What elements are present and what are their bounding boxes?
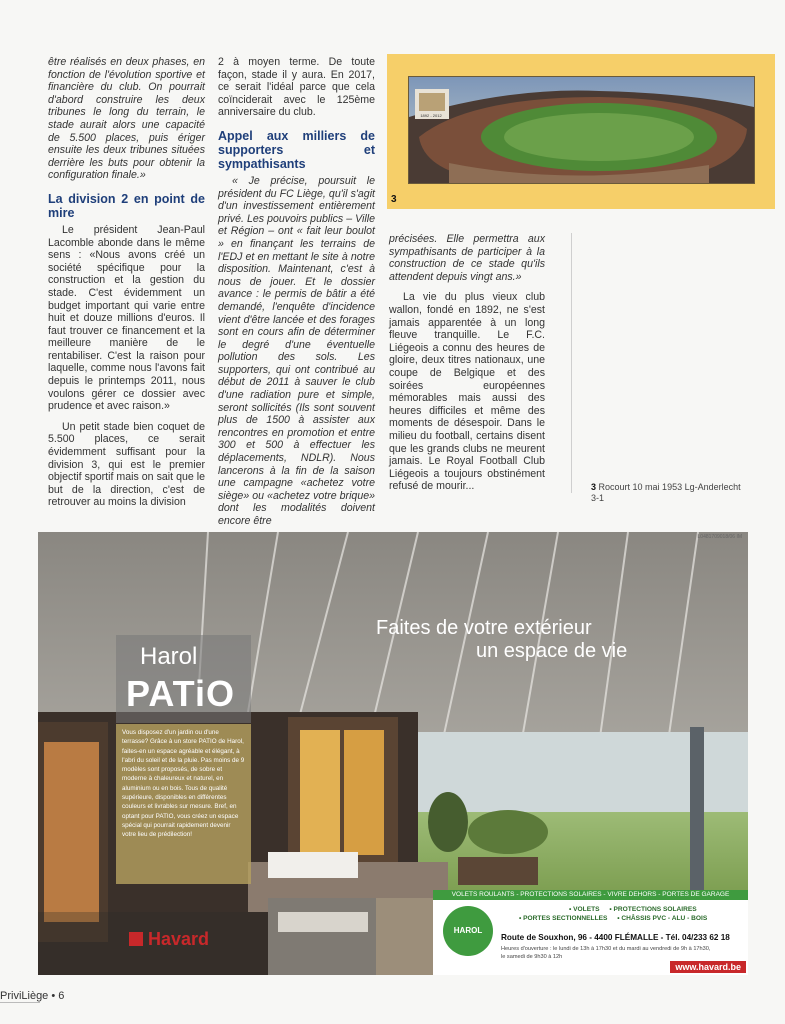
section-heading-appel: Appel aux milliers de supporters et sympathisants	[218, 128, 375, 171]
service-item: • PROTECTIONS SOLAIRES	[609, 906, 697, 913]
caption-text: Rocourt 10 mai 1953 Lg-Anderlecht 3-1	[591, 482, 741, 503]
col2-intro: 2 à moyen terme. De toute façon, stade il y aura. En 2017, ce serait l'idéal parce que cela coïnciderait avec le 125ème anniversaire du club.	[218, 56, 375, 119]
section-heading-division2: La division 2 en point de mire	[48, 191, 205, 220]
col1-para2: Un petit stade bien coquet de 5.500 places, ce serait évidemment suffisant pour la division 3, qui est le premier objectif sportif mais on sait que le but de la direction, c'est de retrouver au moins la division	[48, 420, 205, 509]
ad-blurb: Vous disposez d'un jardin ou d'une terrasse? Grâce à un store PATIO de Harol, faites-en un espace agréable et élégant, à l'abri du soleil et de la pluie. Pas moins de 9 modèles sont proposés, de sobre et moderne à chaleureux et naturel, en aluminium ou en bois. Tous de qualité supérieure, disponibles en différentes couleurs et livrables sur mesure. Bref, en optant pour PATIO, vous créez un espace spécial qui pourrait rapidement devenir votre lieu de prédilection!	[116, 724, 251, 884]
publication-name: PriviLiège	[0, 990, 49, 1002]
column-divider	[571, 233, 572, 493]
photo-number: 3	[391, 194, 397, 205]
havard-logo-icon	[129, 932, 143, 946]
photo-frame	[387, 54, 775, 209]
col1-intro: être réalisés en deux phases, en fonction de l'évolution sportive et financière du club. On pourrait d'abord construire les deux tribunes le long du terrain, le stade aurait alors une capacité de 5.500 places, puis ériger ensuite les deux tribunes situées derrière les buts pour obtenir la configuration finale.»	[48, 56, 205, 182]
caption-number: 3	[591, 482, 597, 492]
services-bar: VOLETS ROULANTS - PROTECTIONS SOLAIRES - VIVRE DEHORS - PORTES DE GARAGE	[433, 890, 748, 900]
headline-line-2: un espace de vie	[476, 640, 628, 662]
ad-reference-code: L0481709018/06 IM	[697, 534, 742, 540]
col1-para1: Le président Jean-Paul Lacomble abonde dans le même sens : «Nous avons créé un société spécifique pour la construction et la gestion du stade. C'est évidemment un budget important qui varie entre huit et douze millions d'euros. Il faut trouver ce financement et la meilleure manière de le rentabiliser. C'est la raison pour laquelle, comme nous l'avons fait depuis le printemps 2011, nous voulons gérer ce dossier avec prudence et avec raison.»	[48, 223, 205, 413]
col3-para1: La vie du plus vieux club wallon, fondé en 1892, ne s'est jamais apparentée à un long fleuve tranquille. Le F.C. Liégeois a connu des heures de gloire, deux titres nationaux, une coupe de Belgique et des soirées européennes mémorables mais aussi des heures difficiles et même des moments de désespoir. Dans le milieu du football, certains disent que les grands clubs ne meurent jamais. Le Royal Football Club Liégeois a toujours obstinément refusé de mourir...	[389, 291, 545, 493]
harol-logo	[443, 906, 493, 956]
article-column-1	[48, 56, 205, 517]
opening-hours	[501, 945, 741, 961]
col3-intro: précisées. Elle permettra aux sympathisants de participer à la construction de ce stade qu'ils attendent depuis vingt ans.»	[389, 233, 545, 283]
brand-product: PATiO	[126, 673, 236, 714]
harol-patio-advertisement	[38, 532, 748, 975]
service-item: • VOLETS	[569, 906, 600, 913]
opening-hours-line-2: le samedi de 9h30 à 12h	[501, 954, 563, 960]
article-column-3	[389, 233, 545, 501]
dealer-contact-box	[433, 890, 748, 975]
havard-logo	[129, 929, 209, 950]
article-column-2	[218, 56, 375, 536]
service-item: • CHÂSSIS PVC - ALU - BOIS	[617, 914, 708, 922]
services-list	[509, 906, 739, 923]
page-number: 6	[58, 990, 65, 1002]
page-footer	[0, 990, 64, 1002]
brand-name: Harol	[140, 643, 198, 670]
opening-hours-line-1: Heures d'ouverture : le lundi de 13h à 17h30 et du mardi au vendredi de 9h à 17h30,	[501, 946, 711, 952]
photo-caption	[591, 482, 751, 503]
service-item: • PORTES SECTIONNELLES	[519, 914, 608, 922]
dealer-website-link[interactable]: www.havard.be	[670, 961, 746, 973]
photo-badge-years: 1892 - 2012	[420, 113, 442, 118]
havard-logo-text: Havard	[148, 929, 210, 949]
footer-rule	[0, 1002, 40, 1003]
headline-line-1: Faites de votre extérieur	[376, 617, 592, 639]
dealer-address: Route de Souxhon, 96 - 4400 FLÉMALLE - Tél. 04/233 62 18	[501, 933, 730, 942]
ad-headline	[376, 617, 627, 663]
col2-para1: « Je précise, poursuit le président du FC Liège, qu'il s'agit d'un investissement entièrement privé. Les pouvoirs publics – Ville et Région – ont « fait leur boulot » en finançant les terrains de l'EDJ et en mettant le site à notre disposition. Maintenant, c'est à nous de jouer. Et le dossier avance : le permis de bâtir a été demandé, l'enquête d'incidence vient d'être lancée et des forages sont en cours afin de déterminer le degré d'une éventuelle pollution des sols. Les supporters, qui ont contribué au début de 2011 à sauver le club d'une radiation pure et simple, seront sollicités (Ils sont souvent plus de 1500 à assister aux rencontres en promotion et entre 300 et 500 à effectuer les déplacements, NDLR). Nous lancerons à la fin de la saison une campagne «achetez votre siège» ou «achetez votre brique» dont les modalités doivent encore être	[218, 174, 375, 527]
footer-separator: •	[51, 990, 56, 1002]
harol-logo-text: HAROL	[453, 926, 483, 935]
stadium-photo	[408, 76, 755, 184]
brand-box	[116, 635, 251, 723]
